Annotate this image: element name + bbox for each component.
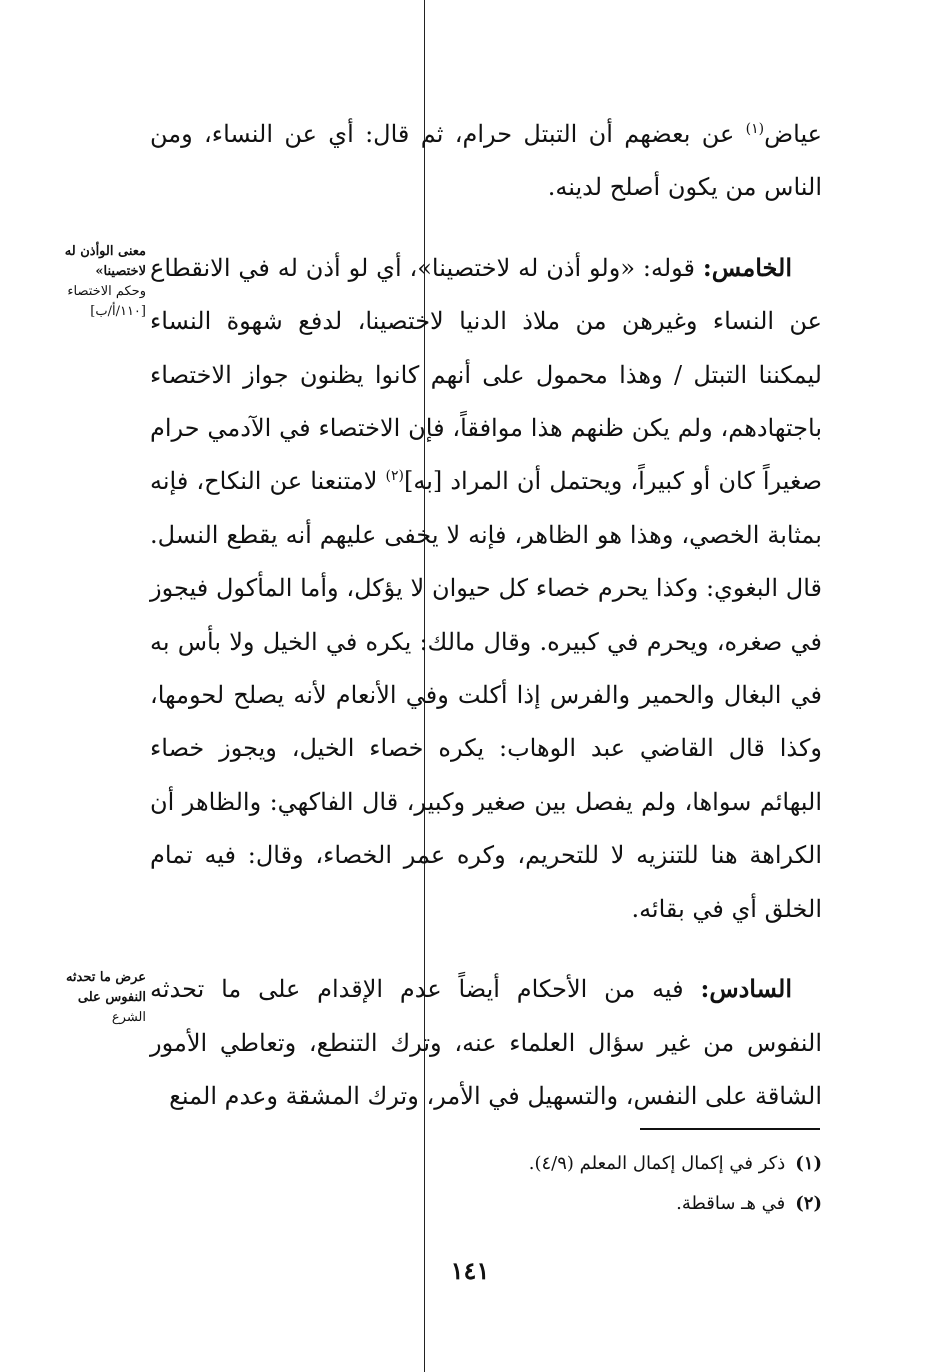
main-text [150,108,822,1123]
footnotes [420,1144,822,1224]
margin-note-castration: معنى الوأذن له لاختصينا» وحكم الاختصاء [١١٠/أ/ب] [52,242,146,322]
footnote-ref-2[interactable]: (٢) [385,468,404,485]
paragraph-3-heading: السادس: [700,974,792,1004]
margin-note-consult: عرض ما تحدثه النفوس على الشرع [65,970,146,1025]
paragraph-gap [150,936,822,962]
paragraph-2: الخامس: قوله: «ولو أذن له لاختصينا»، أي لو أذن له في الانقطاع عن النساء وغيرهن من ملاذ الدنيا لاختصينا، لدفع شهوة النساء ليمكننا التبتل / وهذا محمول على أنهم كانوا يظنون جواز الاختصاء باجتهادهم، ولم يكن ظنهم هذا موافقاً، فإن الاختصاء في الآدمي حرام صغيراً كان أو كبيراً، ويحتمل أن المراد [به]$^{(٢)}$ لامتنعنا عن النكاح، فإنه بمثابة الخصي، وهذا هو الظاهر، فإنه لا يخفى عليهم أنه يقطع النسل. قال البغوي: وكذا يحرم خصاء كل حيوان لا يؤكل، وأما المأكول فيجوز في صغره، ويحرم في كبيره. وقال مالك: يكره في الخيل ولا بأس به في البغال والحمير والفرس إذا أكلت وفي الأنعام لأنه يصلح لحومها، وكذا قال القاضي عبد الوهاب: يكره خصاء الخيل، ويجوز خصاء البهائم سواها، ولم يفصل بين صغير وكبير، قال الفاكهي: والظاهر أن الكراهة هنا للتنزيه لا للتحريم، وكره عمر الخصاء، وقال: فيه تمام الخلق أي في بقائه. [150,252,823,923]
paragraph-2-heading: الخامس: [702,252,792,282]
footnote-2: (٢)في هـ ساقطة. [676,1193,822,1214]
footnote-ref-1[interactable]: (١) [745,121,765,137]
paragraph-gap [150,215,822,241]
footnote-divider [640,1128,820,1130]
folio-marker: [١١٠/أ/ب] [90,304,146,319]
paragraph-3: السادس: فيه من الأحكام أيضاً عدم الإقدام على ما تحدثه النفوس من غير سؤال العلماء عنه، وترك التنطع، وتعاطي الأمور الشاقة على النفس، والتسهيل في الأمر، وترك المشقة وعدم المنع [150,974,822,1110]
footnote-1: (١)ذكر في إكمال إكمال المعلم (٤/٩). [528,1153,822,1174]
page-number: ١٤١ [450,1256,490,1285]
paragraph-1: عياض$^{(١)}$ عن بعضهم أن التبتل حرام، ثم قال: أي عن النساء، ومن الناس من يكون أصلح لدينه. [150,120,822,202]
